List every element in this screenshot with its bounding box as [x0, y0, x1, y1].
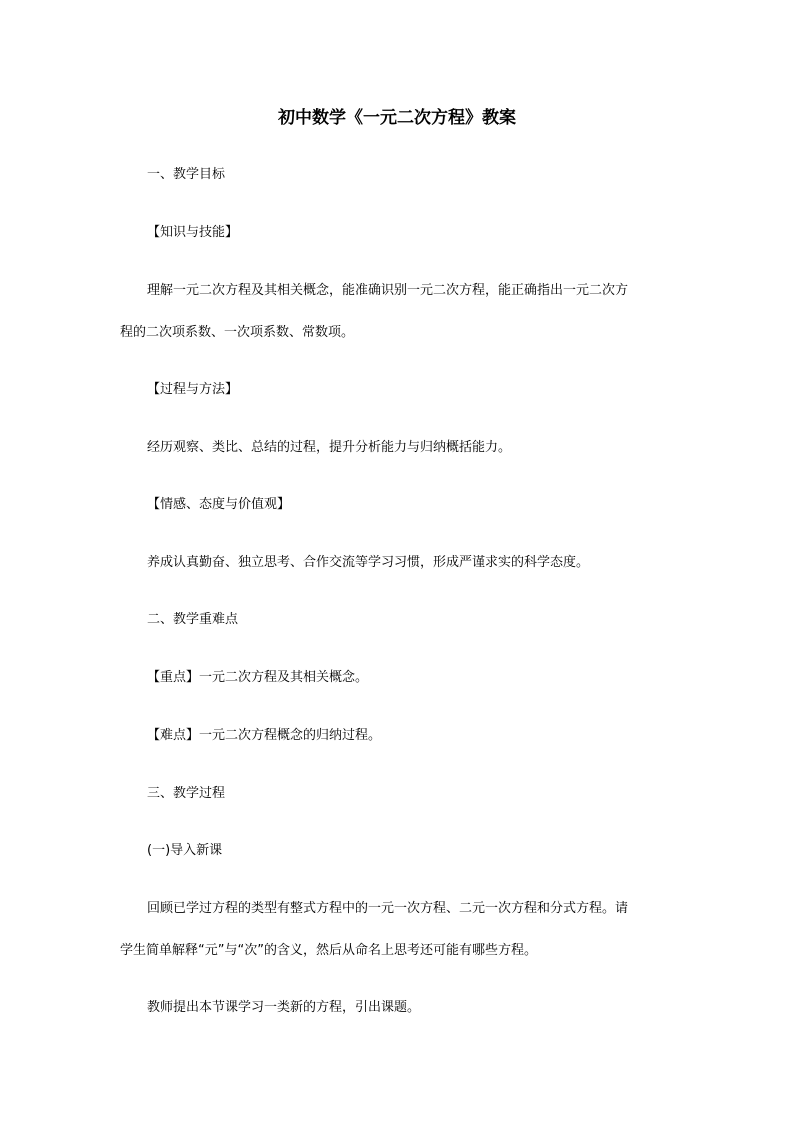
- subheading-introduction: (一)导入新课: [147, 843, 223, 858]
- document-title: 初中数学《一元二次方程》教案: [278, 108, 516, 128]
- section-heading-key-difficult: 二、教学重难点: [147, 612, 239, 627]
- emotion-text: 养成认真勤奋、独立思考、合作交流等学习习惯，形成严谨求实的科学态度。: [147, 555, 590, 570]
- intro-text-line1: 回顾已学过方程的类型有整式方程中的一元一次方程、二元一次方程和分式方程。请: [147, 901, 629, 916]
- knowledge-text-line1: 理解一元二次方程及其相关概念，能准确识别一元二次方程，能正确指出一元二次方: [147, 283, 629, 298]
- section-heading-teaching-process: 三、教学过程: [147, 786, 226, 801]
- teacher-text: 教师提出本节课学习一类新的方程，引出课题。: [147, 1000, 421, 1015]
- difficult-point-text: 【难点】一元二次方程概念的归纳过程。: [147, 728, 382, 743]
- intro-text-line2: 学生简单解释“元”与“次”的含义，然后从命名上思考还可能有哪些方程。: [120, 943, 537, 958]
- knowledge-text-line2: 程的二次项系数、一次项系数、常数项。: [120, 325, 355, 340]
- section-heading-objectives: 一、教学目标: [147, 167, 226, 182]
- key-point-text: 【重点】一元二次方程及其相关概念。: [147, 670, 369, 685]
- process-text: 经历观察、类比、总结的过程，提升分析能力与归纳概括能力。: [147, 440, 512, 455]
- subheading-process-methods: 【过程与方法】: [147, 382, 239, 397]
- subheading-emotion-values: 【情感、态度与价值观】: [147, 497, 291, 512]
- subheading-knowledge-skills: 【知识与技能】: [147, 225, 239, 240]
